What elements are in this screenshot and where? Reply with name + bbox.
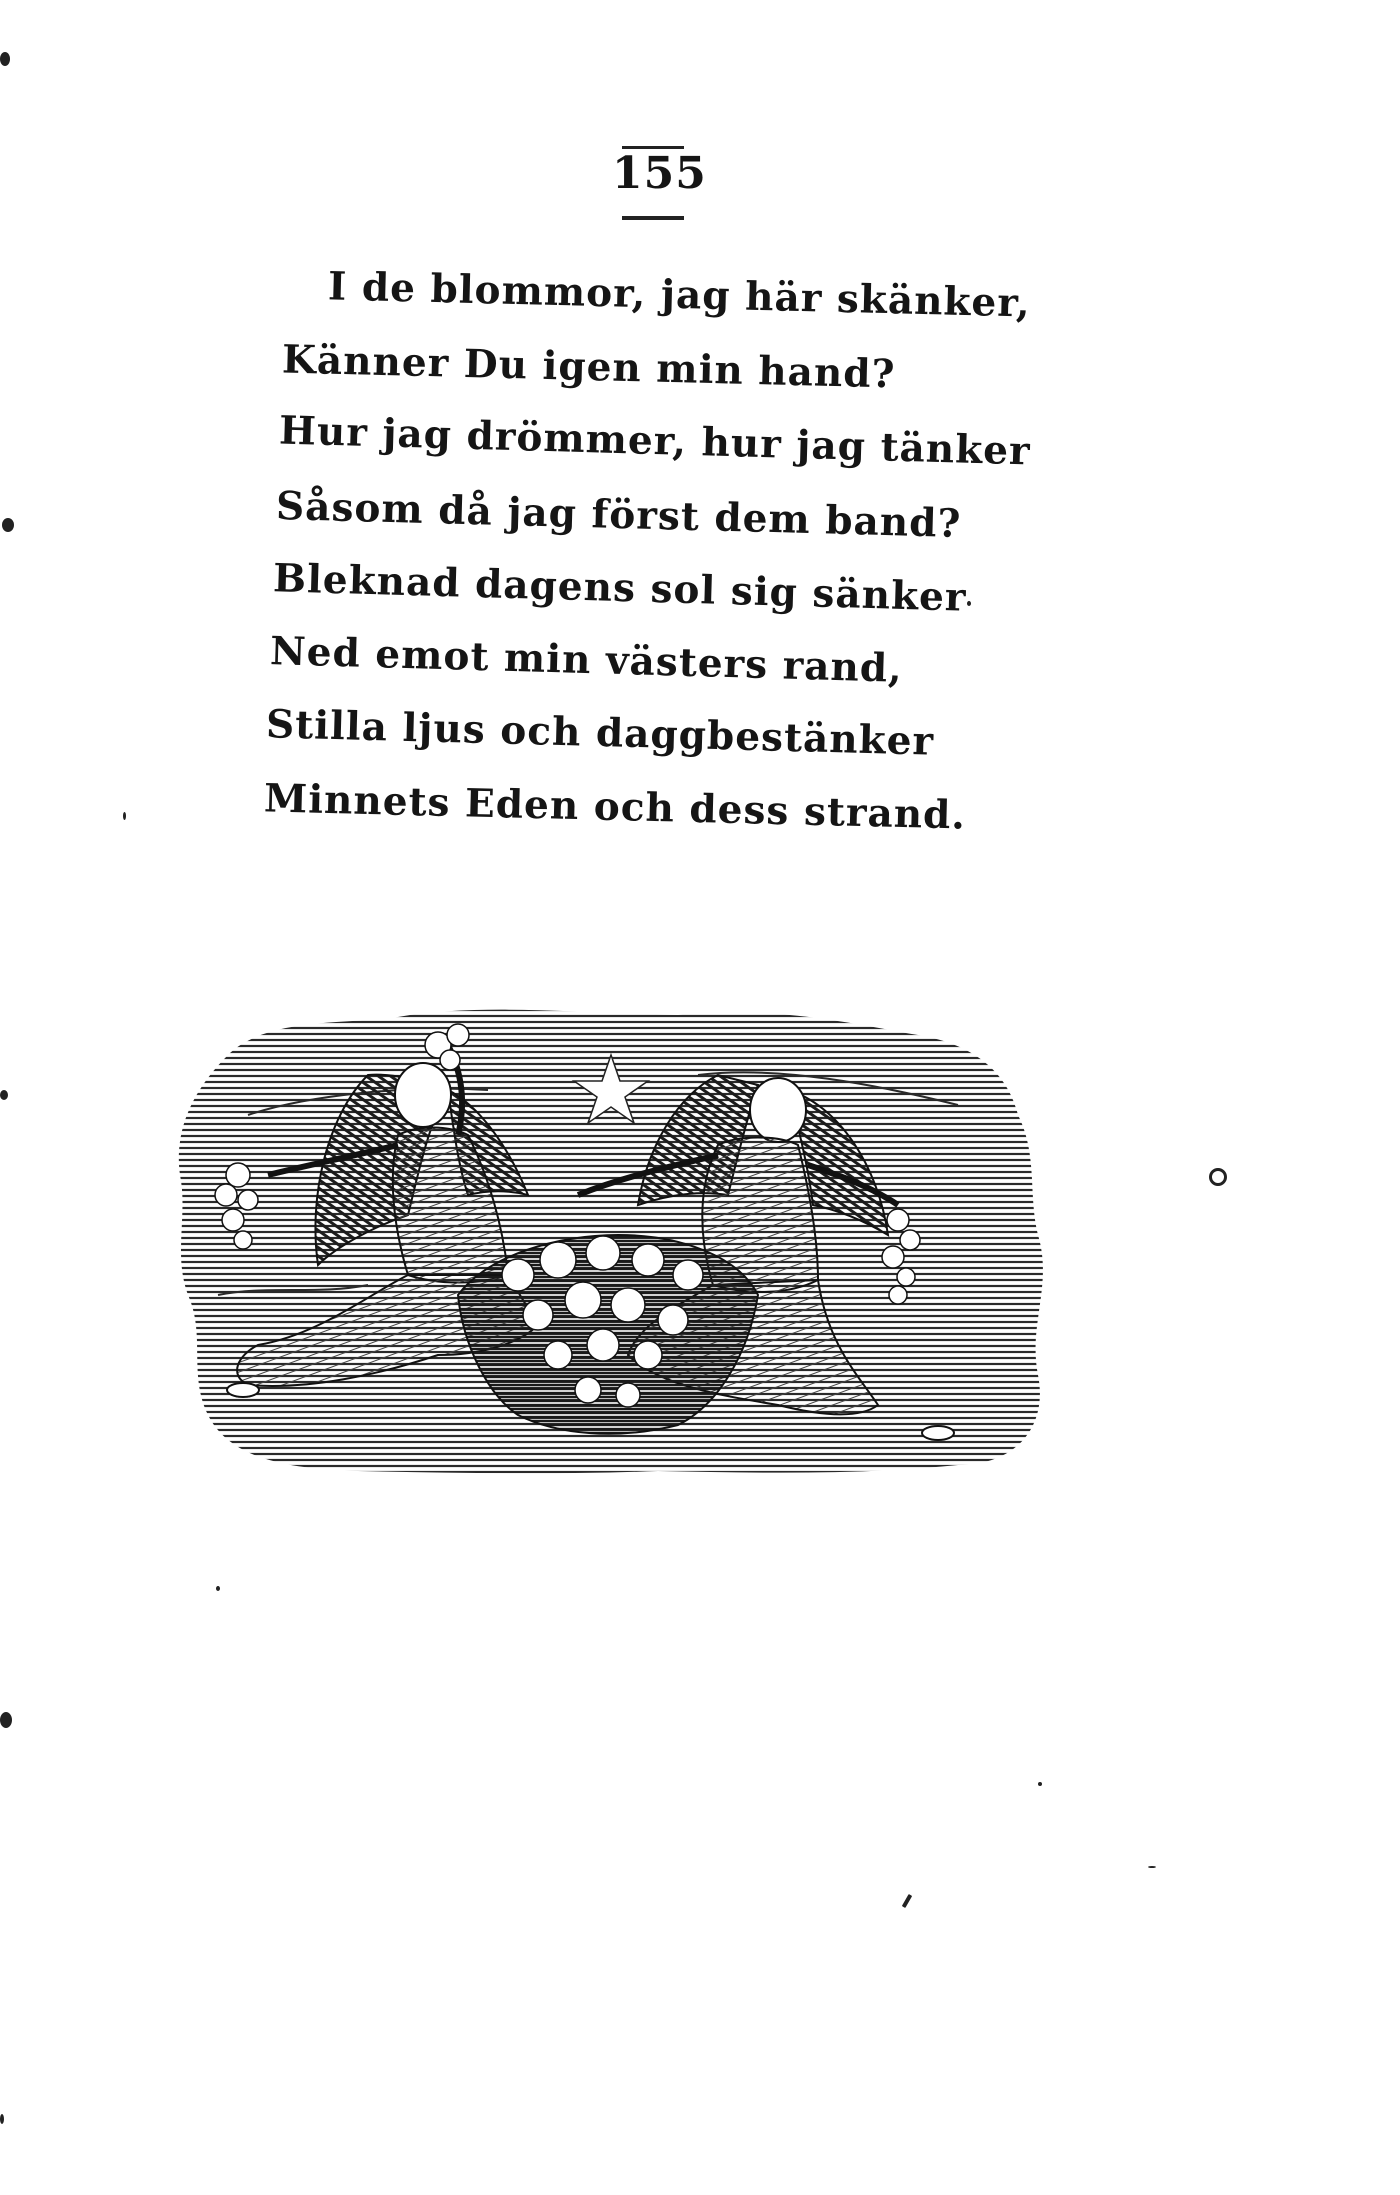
poem-line: Stilla ljus och daggbestänker: [265, 701, 935, 765]
page-number: 155: [612, 148, 707, 199]
print-speck: [1209, 1168, 1227, 1186]
poem-line: I de blommor, jag här skänker,: [327, 263, 1032, 327]
print-speck: [1148, 1866, 1156, 1868]
poem-line: Hur jag drömmer, hur jag tänker: [278, 407, 1032, 475]
poem-line: Bleknad dagens sol sig sänker: [272, 555, 968, 621]
poem-line: Känner Du igen min hand?: [281, 336, 896, 398]
angels-engraving-illustration: [158, 995, 1060, 1487]
print-speck: [0, 2114, 4, 2124]
print-speck: [967, 601, 971, 606]
print-speck: [2, 518, 14, 532]
poem-line: Såsom då jag först dem band?: [275, 483, 962, 547]
print-speck: [0, 1712, 12, 1728]
print-speck: [902, 1894, 912, 1908]
poem-line: Ned emot min västers rand,: [269, 628, 904, 692]
print-speck: [0, 52, 10, 66]
print-speck: [216, 1586, 220, 1591]
print-speck: [1038, 1782, 1042, 1786]
print-speck: [123, 812, 126, 820]
print-speck: [0, 1090, 8, 1100]
poem-stanza: [0, 0, 1400, 880]
poem-line: Minnets Eden och dess strand.: [263, 775, 967, 839]
